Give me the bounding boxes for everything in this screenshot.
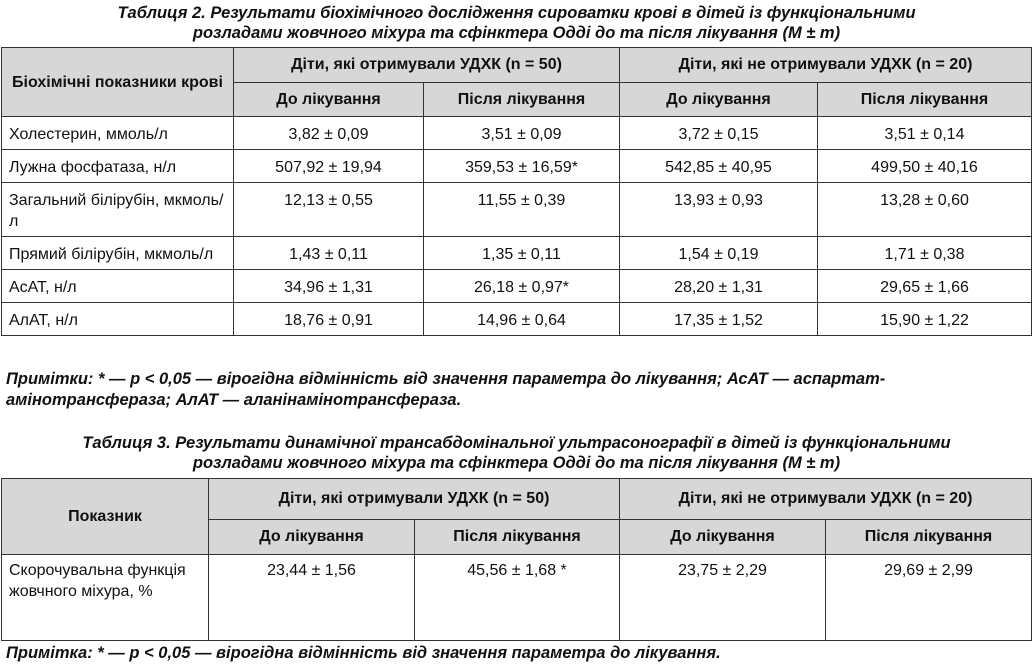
- table3: [1, 478, 1032, 641]
- table3-header-g1-after: Після лікування: [415, 520, 620, 555]
- table2-header-indicator: Біохімічні показники крові: [2, 48, 234, 117]
- table3-header-group1: Діти, які отримували УДХК (n = 50): [209, 479, 620, 520]
- table3-caption-line2: розладами жовчного міхура та сфінктера Одді до та після лікування (M ± m): [192, 454, 841, 472]
- table-row: [2, 150, 1032, 183]
- table3-header-group2: Діти, які не отримували УДХК (n = 20): [620, 479, 1032, 520]
- cell-g1-before: 507,92 ± 19,94: [234, 150, 424, 183]
- row-label: Загальний білірубін, мкмоль/л: [2, 183, 234, 237]
- cell-g2-after: 15,90 ± 1,22: [818, 303, 1032, 336]
- table2: [1, 47, 1032, 336]
- table-row: [2, 117, 1032, 150]
- table-row: [2, 237, 1032, 270]
- cell-g1-after: 3,51 ± 0,09: [424, 117, 620, 150]
- cell-g2-before: 17,35 ± 1,52: [620, 303, 818, 336]
- table-row: [2, 183, 1032, 237]
- cell-g2-before: 3,72 ± 0,15: [620, 117, 818, 150]
- cell-g1-before: 18,76 ± 0,91: [234, 303, 424, 336]
- cell-g1-before: 3,82 ± 0,09: [234, 117, 424, 150]
- table2-note: [6, 369, 1028, 411]
- cell-g2-after: 499,50 ± 40,16: [818, 150, 1032, 183]
- table3-caption-line1: Таблиця 3. Результати динамічної трансабдомінальної ультрасонографії в дітей із функціональними: [82, 434, 951, 452]
- table-row: [2, 555, 1032, 641]
- table3-header-indicator: Показник: [2, 479, 209, 555]
- table3-header-g2-before: До лікування: [620, 520, 826, 555]
- table3-caption: [0, 433, 1033, 473]
- cell-g2-after: 29,65 ± 1,66: [818, 270, 1032, 303]
- cell-g2-after: 29,69 ± 2,99: [826, 555, 1032, 641]
- cell-g2-before: 1,54 ± 0,19: [620, 237, 818, 270]
- table2-header-g1-after: Після лікування: [424, 83, 620, 117]
- row-label: Скорочувальна функція жовчного міхура, %: [2, 555, 209, 641]
- table2-note-line2: амінотрансфераза; АлАТ — аланінамінотрансфераза.: [6, 391, 462, 409]
- cell-g2-after: 1,71 ± 0,38: [818, 237, 1032, 270]
- cell-g1-before: 23,44 ± 1,56: [209, 555, 415, 641]
- table2-caption: [0, 3, 1033, 43]
- row-label: Холестерин, ммоль/л: [2, 117, 234, 150]
- cell-g2-after: 13,28 ± 0,60: [818, 183, 1032, 237]
- cell-g2-after: 3,51 ± 0,14: [818, 117, 1032, 150]
- table2-header-group2: Діти, які не отримували УДХК (n = 20): [620, 48, 1032, 83]
- table3-header-g1-before: До лікування: [209, 520, 415, 555]
- cell-g1-after: 26,18 ± 0,97*: [424, 270, 620, 303]
- row-label: АлАТ, н/л: [2, 303, 234, 336]
- cell-g1-after: 1,35 ± 0,11: [424, 237, 620, 270]
- cell-g1-after: 45,56 ± 1,68 *: [415, 555, 620, 641]
- table2-header-g2-before: До лікування: [620, 83, 818, 117]
- cell-g2-before: 28,20 ± 1,31: [620, 270, 818, 303]
- row-label: АсАТ, н/л: [2, 270, 234, 303]
- cell-g1-after: 14,96 ± 0,64: [424, 303, 620, 336]
- cell-g1-before: 1,43 ± 0,11: [234, 237, 424, 270]
- table3-header-g2-after: Після лікування: [826, 520, 1032, 555]
- cell-g2-before: 13,93 ± 0,93: [620, 183, 818, 237]
- table2-caption-line1: Таблиця 2. Результати біохімічного дослідження сироватки крові в дітей із функціональними: [117, 4, 916, 22]
- table3-note: Примітка: * — p < 0,05 — вірогідна відмінність від значення параметра до лікування.: [6, 644, 721, 662]
- row-label: Лужна фосфатаза, н/л: [2, 150, 234, 183]
- table2-header-group1: Діти, які отримували УДХК (n = 50): [234, 48, 620, 83]
- row-label: Прямий білірубін, мкмоль/л: [2, 237, 234, 270]
- cell-g1-before: 12,13 ± 0,55: [234, 183, 424, 237]
- table2-note-line1: Примітки: * — p < 0,05 — вірогідна відмінність від значення параметра до лікування; АсАТ — аспартат-: [6, 370, 886, 388]
- cell-g1-after: 11,55 ± 0,39: [424, 183, 620, 237]
- cell-g2-before: 542,85 ± 40,95: [620, 150, 818, 183]
- table2-header-g1-before: До лікування: [234, 83, 424, 117]
- table2-caption-line2: розладами жовчного міхура та сфінктера Одді до та після лікування (M ± m): [192, 24, 841, 42]
- cell-g1-after: 359,53 ± 16,59*: [424, 150, 620, 183]
- table-row: [2, 270, 1032, 303]
- cell-g2-before: 23,75 ± 2,29: [620, 555, 826, 641]
- table-row: [2, 303, 1032, 336]
- cell-g1-before: 34,96 ± 1,31: [234, 270, 424, 303]
- table2-header-g2-after: Після лікування: [818, 83, 1032, 117]
